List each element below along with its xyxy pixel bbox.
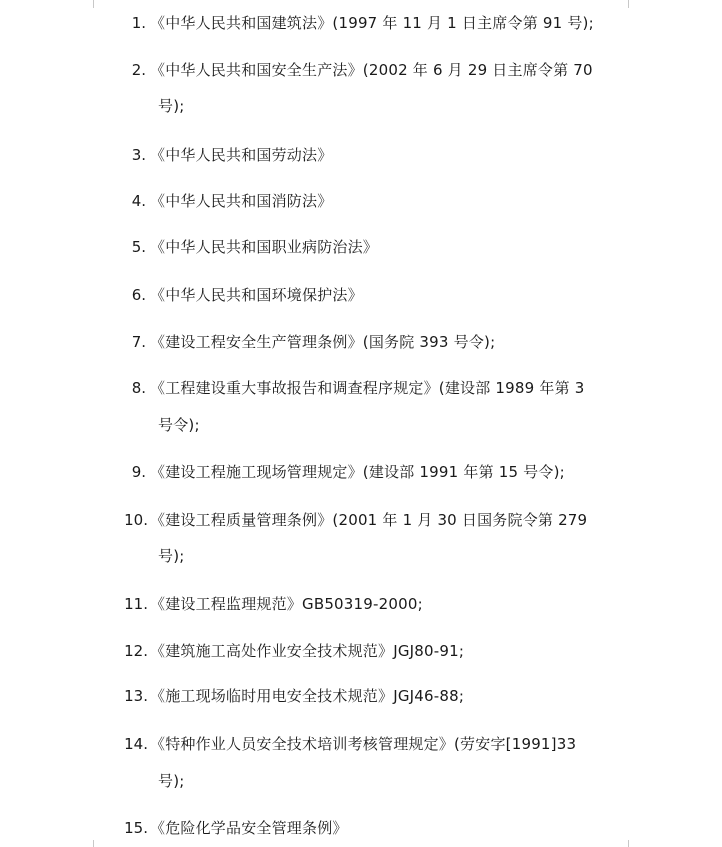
list-item-number: 6. — [131, 286, 146, 304]
list-item-number: 12. — [124, 642, 148, 660]
list-item-text: 《建筑施工高处作业安全技术规范》JGJ80-91; — [150, 642, 465, 660]
list-item-text: 《中华人民共和国建筑法》(1997 年 11 月 1 日主席令第 91 号); — [150, 14, 594, 32]
list-item-text: 《施工现场临时用电安全技术规范》JGJ46-88; — [150, 687, 465, 705]
list-item-number: 8. — [131, 379, 146, 397]
page-corner-mark — [628, 0, 629, 8]
list-item-number: 4. — [131, 192, 146, 210]
list-item-number: 11. — [124, 595, 148, 613]
list-item-number: 3. — [131, 146, 146, 164]
list-item-text: 《工程建设重大事故报告和调查程序规定》(建设部 1989 年第 3 — [150, 379, 585, 397]
page-corner-mark — [93, 840, 94, 847]
list-item-number: 13. — [124, 687, 148, 705]
list-item-text: 《建设工程质量管理条例》(2001 年 1 月 30 日国务院令第 279 — [150, 511, 588, 529]
page-corner-mark — [628, 840, 629, 847]
list-item-number: 10. — [124, 511, 148, 529]
list-item-text: 《建设工程施工现场管理规定》(建设部 1991 年第 15 号令); — [150, 463, 565, 481]
list-item-number: 15. — [124, 819, 148, 837]
list-item-text: 《建设工程安全生产管理条例》(国务院 393 号令); — [150, 333, 496, 351]
list-item-text: 《建设工程监理规范》GB50319-2000; — [150, 595, 423, 613]
list-item-text-continued: 号令); — [158, 416, 200, 434]
page-corner-mark — [93, 0, 94, 8]
list-item-text: 《中华人民共和国职业病防治法》 — [150, 238, 379, 256]
list-item-number: 1. — [131, 14, 146, 32]
list-item-number: 5. — [131, 238, 146, 256]
list-item-text: 《中华人民共和国环境保护法》 — [150, 286, 363, 304]
list-item-number: 14. — [124, 735, 148, 753]
list-item-text: 《中华人民共和国安全生产法》(2002 年 6 月 29 日主席令第 70 — [150, 61, 593, 79]
list-item-text: 《特种作业人员安全技术培训考核管理规定》(劳安字[1991]33 — [150, 735, 577, 753]
list-item-text-continued: 号); — [158, 772, 185, 790]
list-item-text-continued: 号); — [158, 547, 185, 565]
list-item-text: 《中华人民共和国消防法》 — [150, 192, 333, 210]
list-item-text-continued: 号); — [158, 97, 185, 115]
list-item-number: 2. — [131, 61, 146, 79]
list-item-number: 7. — [131, 333, 146, 351]
list-item-text: 《中华人民共和国劳动法》 — [150, 146, 333, 164]
list-item-text: 《危险化学品安全管理条例》 — [150, 819, 348, 837]
list-item-number: 9. — [131, 463, 146, 481]
